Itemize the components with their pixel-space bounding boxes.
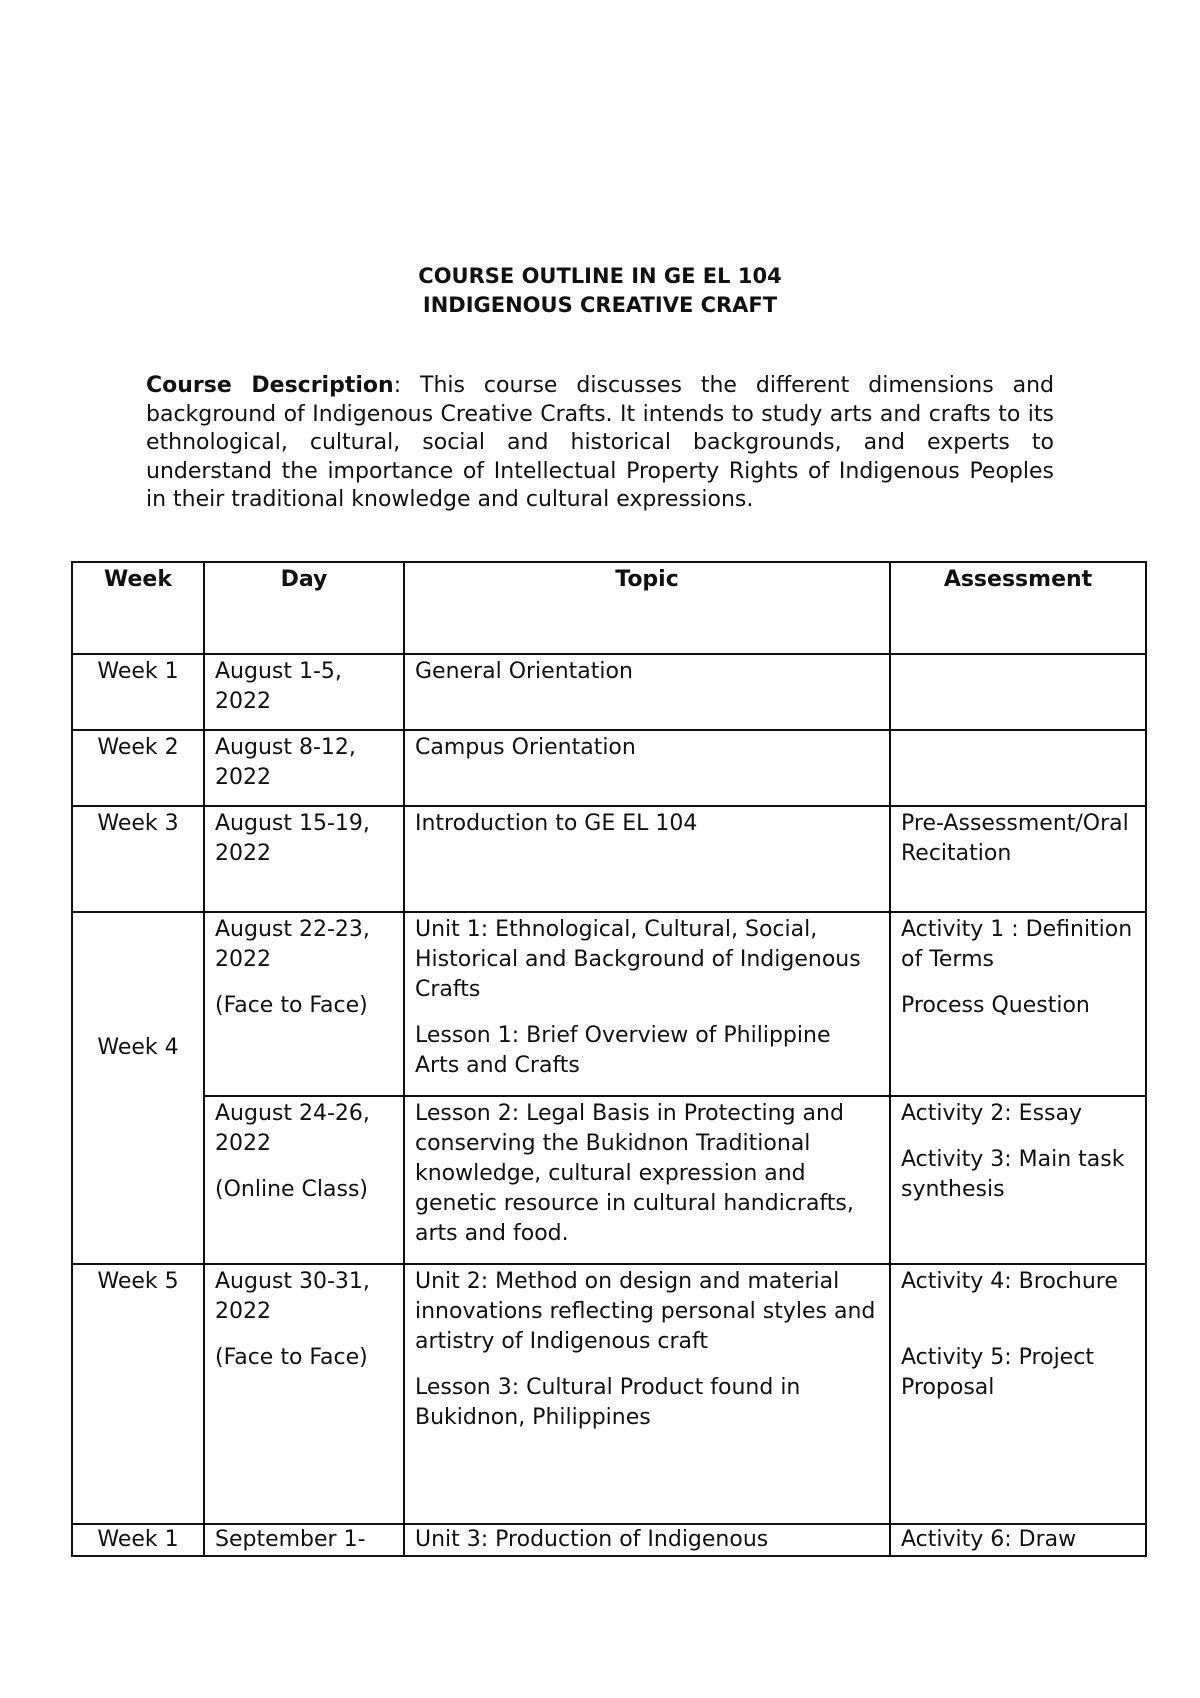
table-row [72, 912, 1146, 1096]
header-assessment: Assessment [890, 562, 1146, 654]
cell-week [72, 1524, 204, 1556]
document-title [0, 262, 1200, 320]
assessment-activity: Activity 1 : Definition of Terms [901, 917, 1133, 972]
cell-day: August 1-5, 2022 [204, 654, 404, 730]
topic-unit: Unit 1: Ethnological, Cultural, Social, Historical and Background of Indigenous Crafts [415, 917, 861, 1002]
assessment-extra: Process Question [901, 993, 1090, 1018]
course-description-text: : This course discusses the different dimensions and background of Indigenous Creative Crafts. It intends to study arts and crafts to its ethnological, cultural, social and historical backgrounds, and experts to understand the importance of Intellectual Property Rights of Indigenous Peoples in their traditional knowledge and cultural expressions. [146, 373, 1054, 512]
topic-lesson: Lesson 1: Brief Overview of Philippine Arts and Crafts [415, 1023, 831, 1078]
cell-day [204, 1096, 404, 1264]
day-range: September 1- [215, 1527, 366, 1552]
cell-day [204, 1264, 404, 1524]
assessment-activity: Activity 4: Brochure [901, 1269, 1118, 1294]
cell-topic: Campus Orientation [404, 730, 890, 806]
assessment-activity: Activity 2: Essay [901, 1101, 1082, 1126]
cell-assessment: Pre-Assessment/Oral Recitation [890, 806, 1146, 912]
header-day: Day [204, 562, 404, 654]
cell-day [204, 912, 404, 1096]
cell-topic: Lesson 2: Legal Basis in Protecting and conserving the Bukidnon Traditional knowledge, cultural expression and genetic resource in cultural handicrafts, arts and food. [404, 1096, 890, 1264]
cell-topic [404, 1524, 890, 1556]
cell-week: Week 1 [72, 654, 204, 730]
cell-week: Week 2 [72, 730, 204, 806]
cell-topic: Introduction to GE EL 104 [404, 806, 890, 912]
header-week: Week [72, 562, 204, 654]
assessment-extra: Activity 5: Project Proposal [901, 1345, 1094, 1400]
course-outline-table [71, 561, 1147, 1557]
cell-assessment [890, 912, 1146, 1096]
cell-week: Week 3 [72, 806, 204, 912]
topic-unit: Unit 3: Production of Indigenous [415, 1527, 769, 1552]
day-range: August 24-26, 2022 [215, 1101, 370, 1156]
week-label: Week 1 [97, 1527, 179, 1552]
day-range: August 30-31, 2022 [215, 1269, 370, 1324]
header-topic: Topic [404, 562, 890, 654]
table-row [72, 1096, 1146, 1264]
assessment-activity: Activity 6: Draw [901, 1527, 1077, 1552]
day-range: August 22-23, 2022 [215, 917, 370, 972]
table-row [72, 730, 1146, 806]
topic-unit: Unit 2: Method on design and material innovations reflecting personal styles and artistry of Indigenous craft [415, 1269, 876, 1354]
cell-week: Week 5 [72, 1264, 204, 1524]
table-header-row [72, 562, 1146, 654]
table-row [72, 1264, 1146, 1524]
cell-day: August 8-12, 2022 [204, 730, 404, 806]
day-mode: (Face to Face) [215, 1345, 368, 1370]
cell-assessment [890, 1524, 1146, 1556]
cell-assessment [890, 654, 1146, 730]
cell-topic [404, 912, 890, 1096]
course-description-label: Course Description [146, 373, 394, 398]
table-row [72, 1524, 1146, 1556]
cell-topic [404, 1264, 890, 1524]
cell-day [204, 1524, 404, 1556]
table-row [72, 654, 1146, 730]
cell-assessment [890, 730, 1146, 806]
table-row [72, 806, 1146, 912]
title-line-2: INDIGENOUS CREATIVE CRAFT [422, 293, 778, 317]
topic-lesson: Lesson 3: Cultural Product found in Bukidnon, Philippines [415, 1375, 801, 1430]
course-description [146, 372, 1054, 515]
day-mode: (Online Class) [215, 1177, 369, 1202]
cell-topic: General Orientation [404, 654, 890, 730]
cell-assessment [890, 1264, 1146, 1524]
cell-day: August 15-19, 2022 [204, 806, 404, 912]
cell-assessment [890, 1096, 1146, 1264]
day-mode: (Face to Face) [215, 993, 368, 1018]
assessment-extra: Activity 3: Main task synthesis [901, 1147, 1125, 1202]
cell-week: Week 4 [72, 912, 204, 1264]
title-line-1: COURSE OUTLINE IN GE EL 104 [418, 264, 782, 288]
